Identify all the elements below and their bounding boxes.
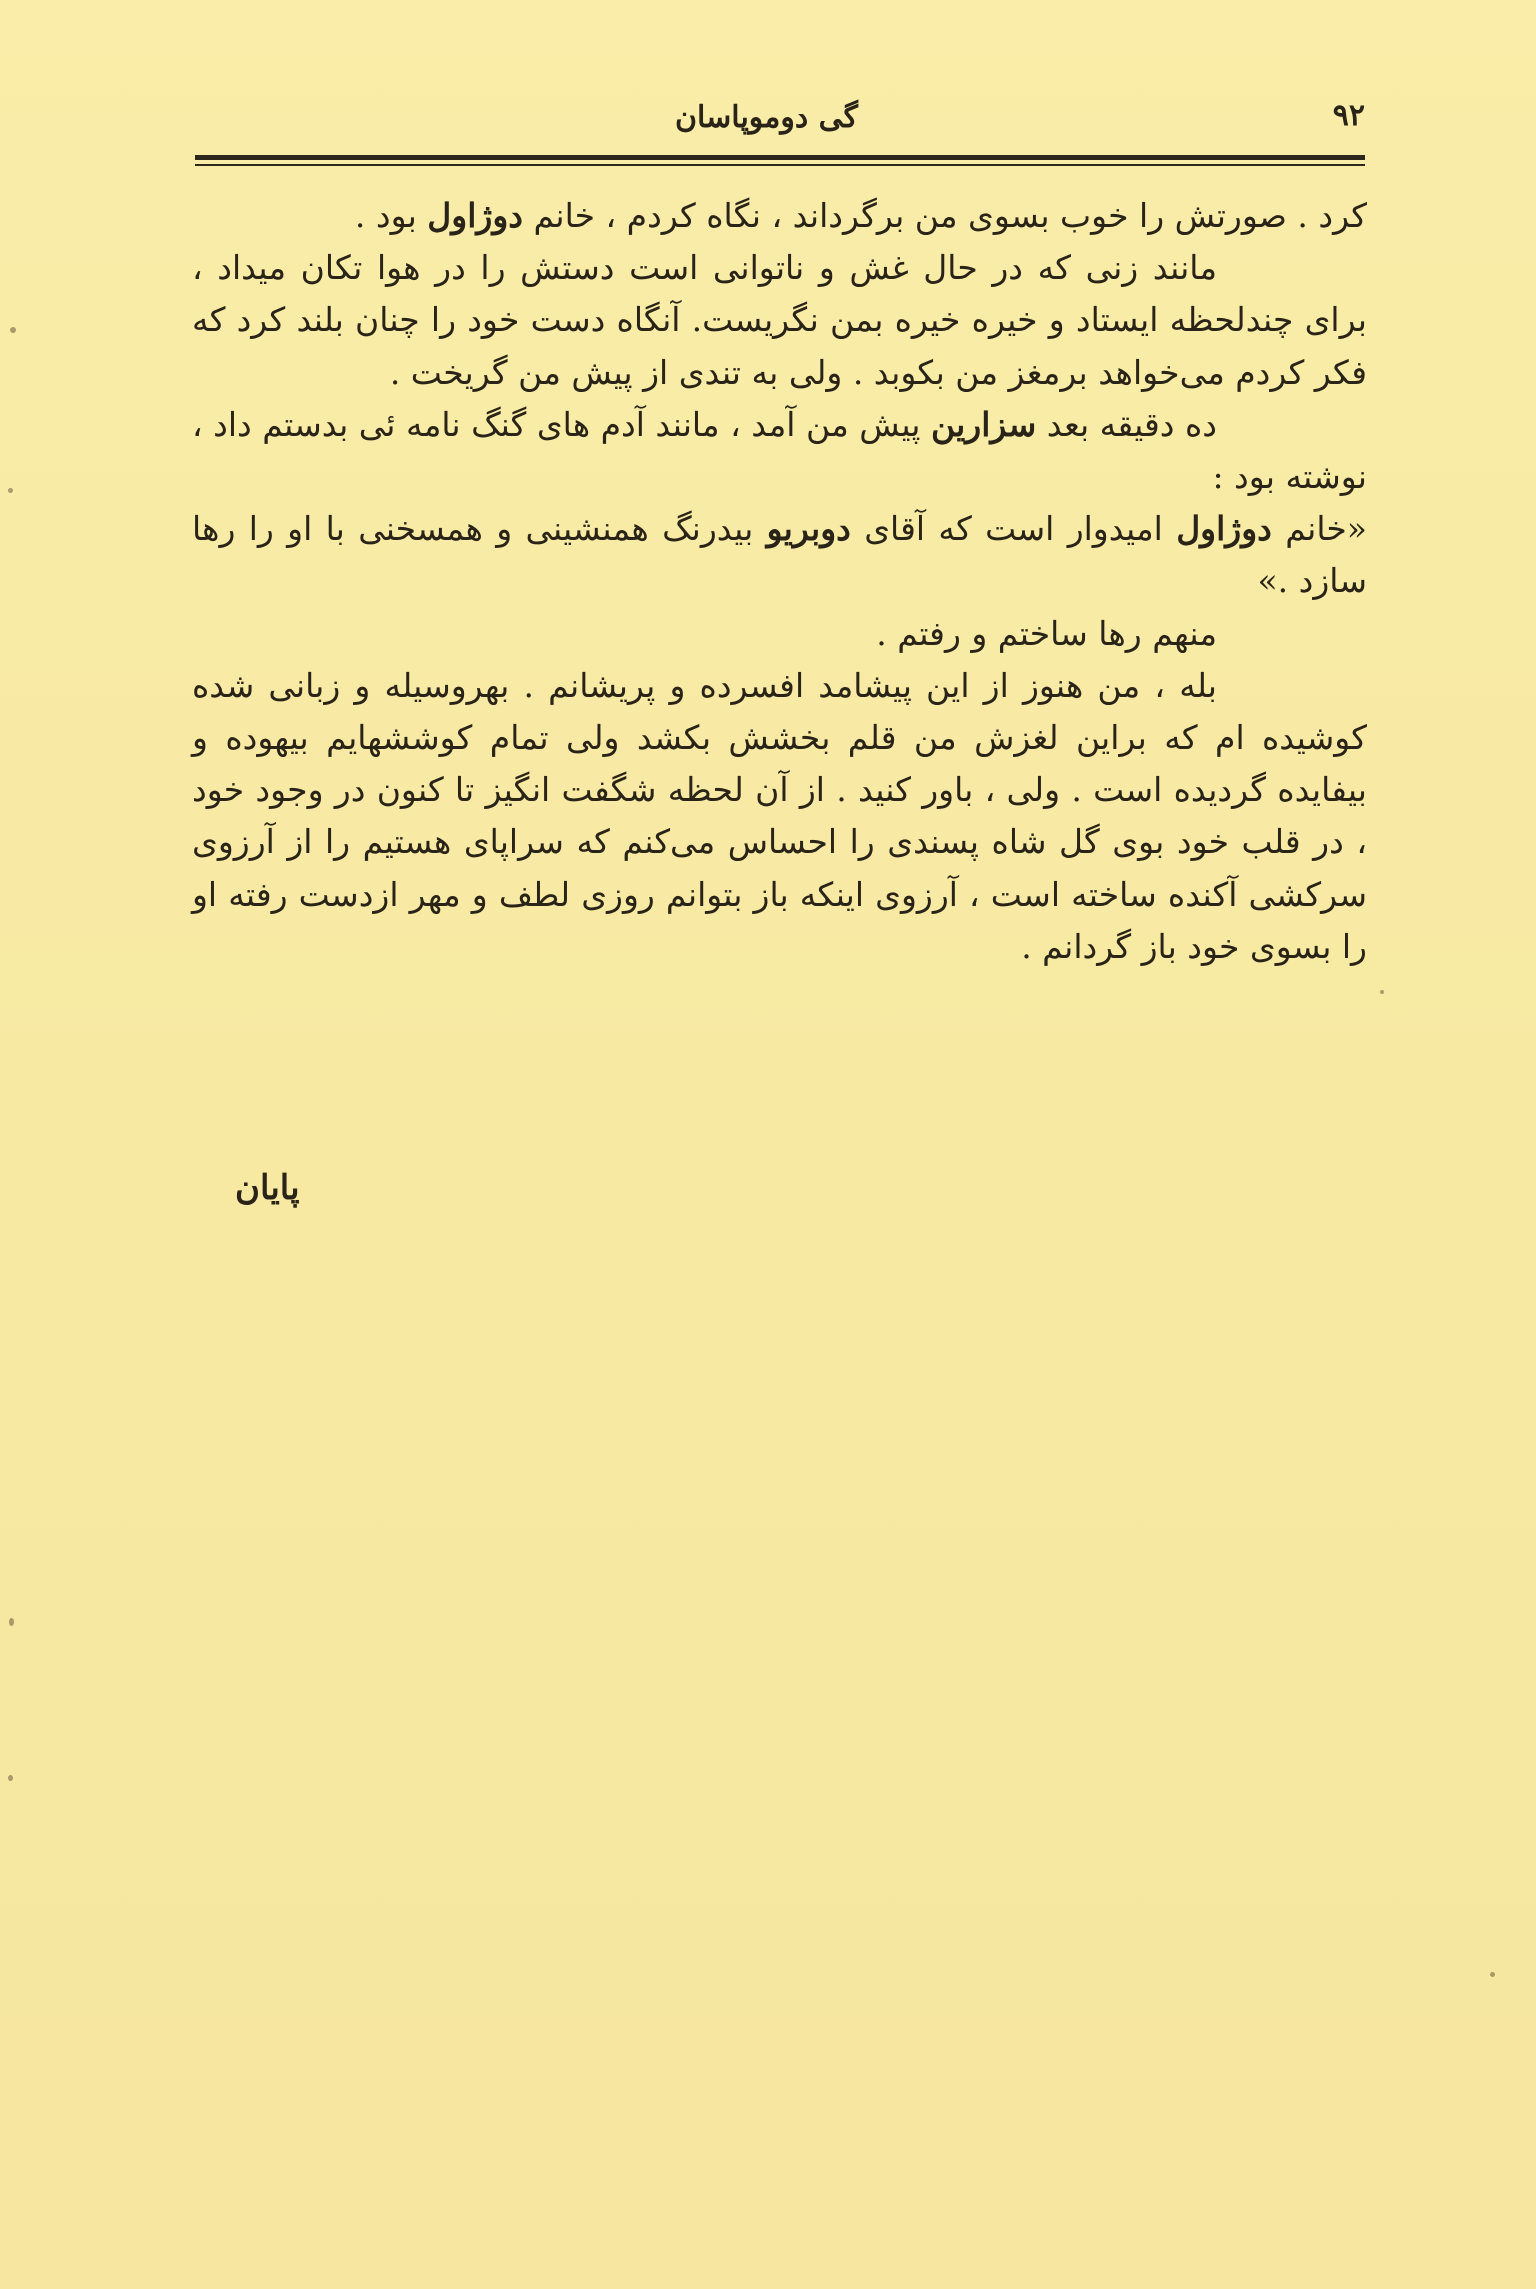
paragraph-2: مانند زنی که در حال غش و ناتوانی است دستش را در هوا تکان میداد ، برای چندلحظه ایستاد و خیره خیره بمن نگریست. آنگاه دست خود را چنان بلند کرد که فکر کردم می‌خواهد برمغز من بکوبد . ولی به تندی از پیش من گریخت . <box>192 248 1367 392</box>
running-title: گی دوموپاسان <box>675 100 858 135</box>
header-rule-thick <box>195 155 1365 160</box>
paragraph-3: ده دقیقه بعد سزارین پیش من آمد ، مانند آدم های گنگ نامه ئی بدستم داد ، نوشته بود : <box>192 404 1367 497</box>
paper-speck <box>10 327 16 333</box>
paper-speck <box>1380 990 1384 994</box>
end-mark: پایان <box>235 1168 300 1208</box>
page-number: ۹۲ <box>1332 98 1365 133</box>
body-text <box>192 190 1367 973</box>
page-header <box>195 98 1365 144</box>
name-dujaval: دوژاول <box>427 196 523 235</box>
paper-speck <box>9 1618 14 1626</box>
paper-speck <box>8 1775 13 1781</box>
paper-speck <box>8 488 13 493</box>
name-cesarine: سزارین <box>930 404 1037 444</box>
paper-speck <box>1490 1972 1495 1977</box>
header-rule-thin <box>195 164 1365 166</box>
paragraph-5: بله ، من هنوز از این پیشامد افسرده و پریشانم . بهروسیله و زبانی شده کوشیده ام که براین لغزش من قلم بخشش بکشد ولی تمام کوششهایم بیهوده و بیفایده گردیده است . ولی ، باور کنید . از آن لحظه شگفت انگیز تا کنون در وجود خود ، در قلب خود بوی گل شاه پسندی را احساس می‌کنم که سراپای هستیم را از آرزوی سرکشی آکنده ساخته است ، آرزوی اینکه باز بتوانم روزی لطف و مهر ازدست رفته او را بسوی خود باز گردانم . <box>192 665 1367 966</box>
paragraph-4: منهم رها ساختم و رفتم . <box>876 613 1217 653</box>
name-dujaval-2: دوژاول <box>1176 509 1272 549</box>
paragraph-1: کرد . صورتش را خوب بسوی من برگرداند ، نگاه کردم ، خانم دوژاول بود . <box>354 196 1367 235</box>
name-dubrio: دوبریو <box>766 509 851 549</box>
paragraph-letter: «خانم دوژاول امیدوار است که آقای دوبریو بیدرنگ همنشینی و همسخنی با او را رها سازد .» <box>192 509 1367 601</box>
